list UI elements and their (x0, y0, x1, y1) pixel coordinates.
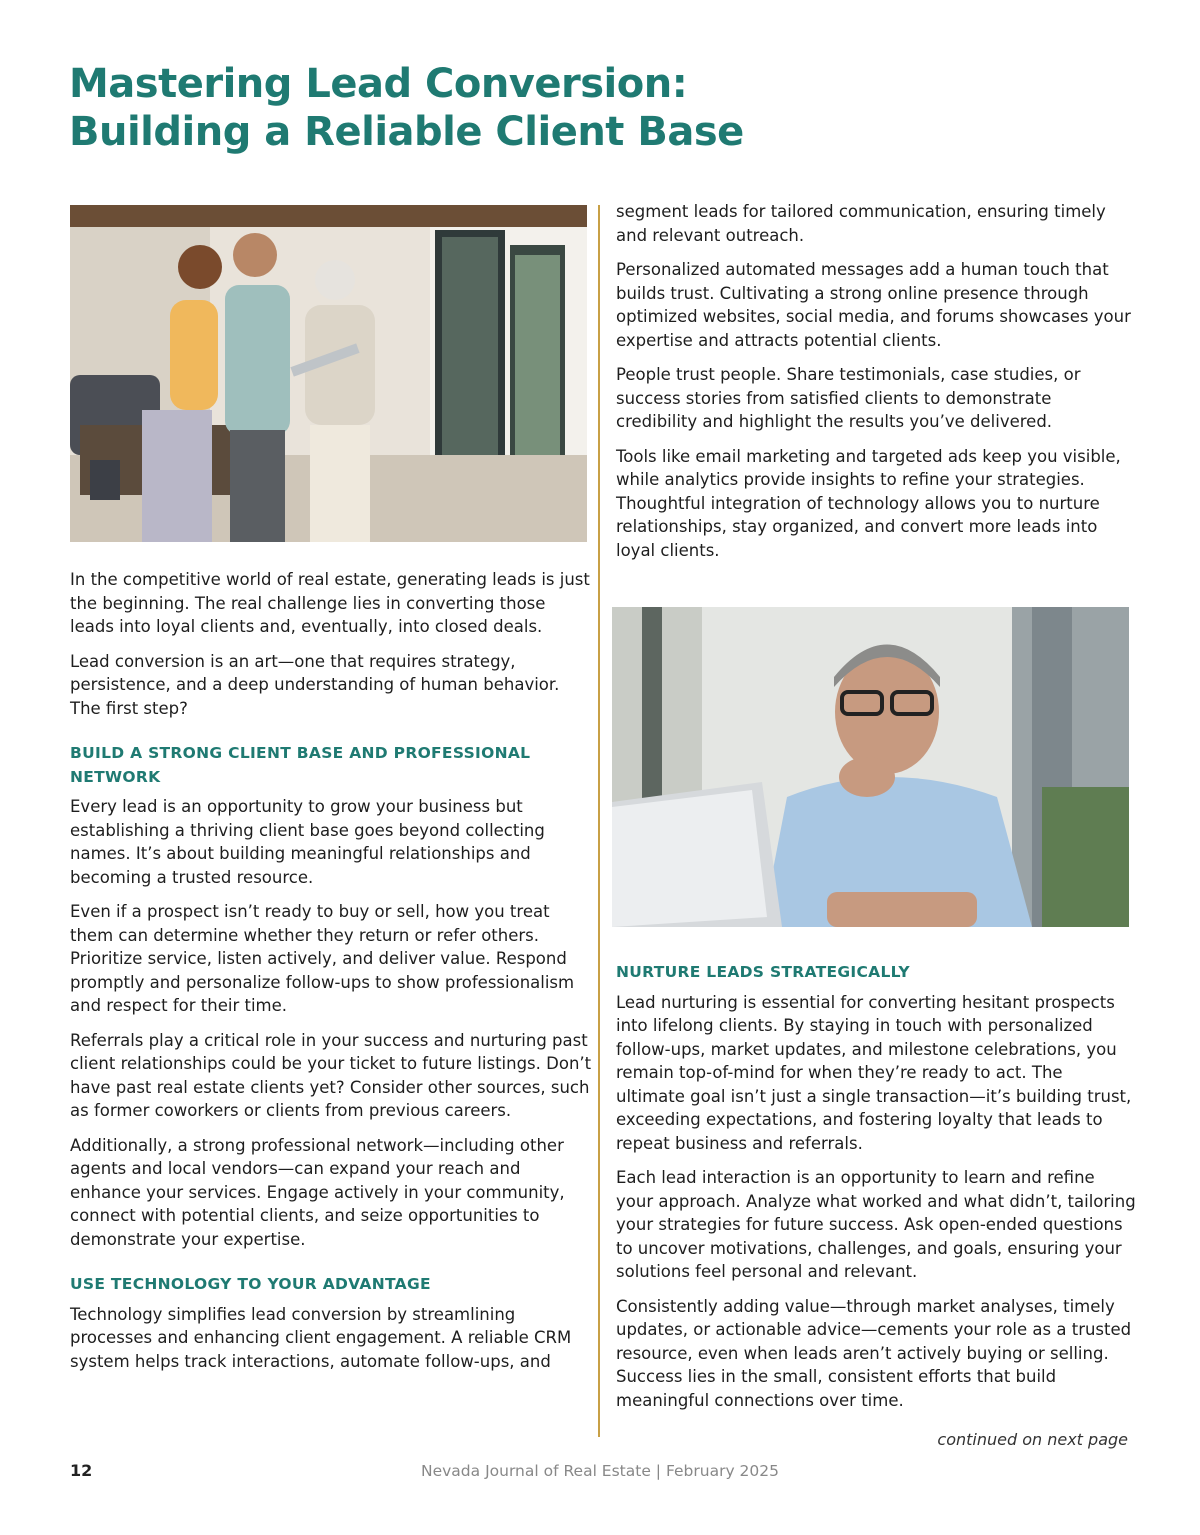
technology-paragraph-3: Personalized automated messages add a human touch that builds trust. Cultivating a strong online presence through optimized websites, social media, and forums showcases your expertise and attracts potential clients. (616, 260, 1131, 350)
right-column-bottom (616, 961, 1136, 1423)
article-title (69, 60, 744, 156)
technology-paragraph-1: Technology simplifies lead conversion by streamlining processes and enhancing client engagement. A reliable CRM system helps track interactions, automate follow-ups, and (70, 1304, 572, 1371)
nurture-paragraph-1: Lead nurturing is essential for converting hesitant prospects into lifelong clients. By staying in touch with personalized follow-ups, market updates, and milestone celebrations, you remain top-of-mind for when they’re ready to act. The ultimate goal isn’t just a single transaction—it’s building trust, exceeding expectations, and fostering loyalty that leads to repeat business and referrals. (616, 992, 1132, 1153)
publication-footer: Nevada Journal of Real Estate | February 2025 (421, 1462, 779, 1480)
continued-note: continued on next page (937, 1430, 1128, 1449)
client-base-paragraph-3: Referrals play a critical role in your success and nurturing past client relationships could be your ticket to future listings. Don’t have past real estate clients yet? Consider other sources, such as former coworkers or clients from previous careers. (70, 1030, 592, 1120)
page-number: 12 (70, 1461, 93, 1480)
nurture-paragraph-3: Consistently adding value—through market analyses, timely updates, or actionable advice—cements your role as a trusted resource, even when leads aren’t actively buying or selling. Success lies in the small, consistent efforts that build meaningful connections over time. (616, 1296, 1132, 1410)
section-heading-technology: USE TECHNOLOGY TO YOUR ADVANTAGE (70, 1275, 431, 1293)
section-heading-nurture: NURTURE LEADS STRATEGICALLY (616, 963, 910, 981)
client-base-paragraph-2: Even if a prospect isn’t ready to buy or sell, how you treat them can determine whether they return or refer others. Prioritize service, listen actively, and deliver value. Respond promptly and personalize follow-ups to show professionalism and respect for their time. (70, 902, 575, 1015)
photo-man-at-laptop (612, 607, 1129, 927)
photo-agent-with-couple (70, 205, 587, 542)
client-base-paragraph-4: Additionally, a strong professional network—including other agents and local vendors—can expand your reach and enhance your services. Engage actively in your community, connect with potential clients, and seize opportunities to demonstrate your expertise. (70, 1135, 565, 1249)
technology-paragraph-2: segment leads for tailored communication, ensuring timely and relevant outreach. (616, 202, 1106, 245)
technology-paragraph-5: Tools like email marketing and targeted ads keep you visible, while analytics provide insights to refine your strategies. Thoughtful integration of technology allows you to nurture relationships, stay organized, and convert more leads into loyal clients. (616, 446, 1121, 560)
left-column (70, 568, 592, 1384)
article-title-line-2: Building a Reliable Client Base (69, 109, 744, 155)
photo-man-at-laptop-illustration (612, 607, 1129, 927)
right-column-top (616, 200, 1136, 573)
intro-paragraph-1: In the competitive world of real estate, generating leads is just the beginning. The real challenge lies in converting those leads into loyal clients and, eventually, into closed deals. (70, 570, 590, 636)
article-title-line-1: Mastering Lead Conversion: (69, 61, 688, 107)
photo-agent-with-couple-illustration (70, 205, 587, 542)
column-divider (598, 205, 600, 1437)
client-base-paragraph-1: Every lead is an opportunity to grow your business but establishing a thriving client base goes beyond collecting names. It’s about building meaningful relationships and becoming a trusted resource. (70, 797, 545, 887)
section-heading-client-base: BUILD A STRONG CLIENT BASE AND PROFESSIONAL NETWORK (70, 744, 531, 786)
technology-paragraph-4: People trust people. Share testimonials, case studies, or success stories from satisfied clients to demonstrate credibility and highlight the results you’ve delivered. (616, 365, 1081, 431)
nurture-paragraph-2: Each lead interaction is an opportunity to learn and refine your approach. Analyze what worked and what didn’t, tailoring your strategies for future success. Ask open-ended questions to uncover motivations, challenges, and goals, ensuring your solutions feel personal and relevant. (616, 1168, 1136, 1281)
intro-paragraph-2: Lead conversion is an art—one that requires strategy, persistence, and a deep understanding of human behavior. The first step? (70, 651, 560, 718)
